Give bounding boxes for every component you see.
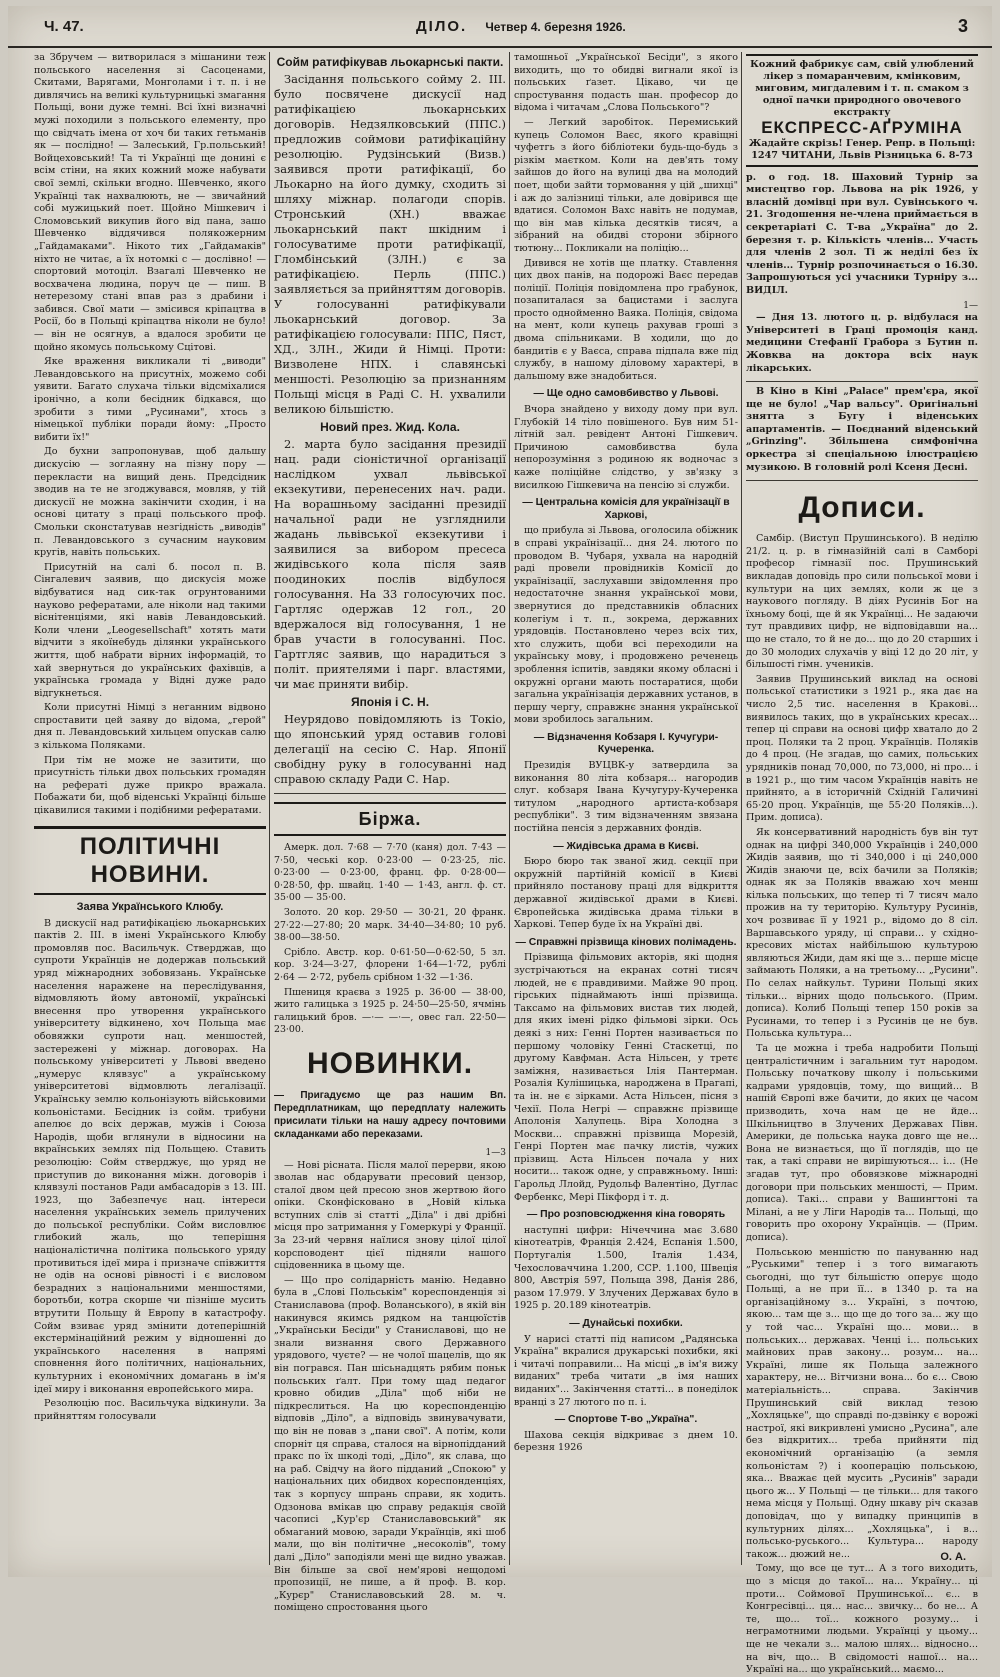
notice-signature: 1—3 — [485, 1147, 506, 1158]
market-quote: Амерк. дол. 7·68 — 7·70 (каня) дол. 7·43 — 7·50, чеські кор. 0·23·00 — 0·23·25, ліс. 0·23·00 — 0·23·00, франц. фр. 0·28·00—0·28·50, фр. швайц. 1·40 — 1·43, англ. ф. ст. 35·00 — 35·00. — [274, 842, 506, 904]
page-number: 3 — [957, 15, 968, 36]
article-paragraph: за Збручем — витворилася з мішанини теж польського населення зі Сасоценами, Скитами, Варягами, Монголами і т. п. і не дивлячись на великі культурницькі змагання Польщі, вони дуже темні. Всі їхні визначні мужі походили з польського елементу, про що свідчать імена от хоч би таких гетьманів як — послідно! — Залеський, Гр.польський! Войцеховський! Та ті Українці ще донині є всім стіни, на яких кожний може набувати свої землі, скільки вгодно. Шевченко, якого Українці так нахвалюють, не — звичайний собі мужицький поет. Щойно Мішкевич і Сломовський викупив його від пана, зашо Шевченко віддячився полякожерним „Гайдамаками". Нікото тих „Гайдамаків" ніхто не читає, а їх нотомкі с — дослівно! — спортовий мотоціл. Взагалі Шевченко не восхвачена людина, поруч це — пиш. В нетерезому стані впав раз з драбини і забився. Свої мати — змісився кріпацтва в Росії, бо в Польщі кріпацтва ніколи не було! — він не осягнув, а вдалося зробити це щойно якомусь польському Сцітові. — [34, 52, 266, 353]
market-quote: Пшениця краєва з 1925 р. 36·00 — 38·00, жито галицька з 1925 р. 24·50—25·50, ячмінь галицький бров. —·— —·—, овес гал. 22·50—23·00. — [274, 986, 506, 1036]
cinema-notice: В Кіно в Кіні „Palace" прем'єра, якої ще не було! „Чар вальсу". Оригінальні знятта з Бугу і віденських апартаментів. — Поєднаний віденський „Grinzing". Збільшена симфонічна оркестра зі спеціальною ілюстрацією музикою. В головній ролі Ксеня Десні. — [746, 386, 978, 473]
article-headline: — Центральна комісія для українізації в Харкові, — [522, 497, 730, 521]
article-headline: Новий през. Жид. Кола. — [320, 420, 460, 434]
article-headline: Японія і С. Н. — [350, 695, 430, 709]
newspaper-title: ДІЛО. — [415, 17, 468, 35]
newspaper-page — [8, 6, 992, 1676]
market-quote: Срібло. Австр. кор. 0·61·50—0·62·50, 5 зл. кор. 3·24—3·27, флорени 1·64—1·72, рублі 2·64 — 2·72, рубель срібном 1·32 —1·36. — [274, 946, 506, 983]
article-paragraph: Прізвища фільмових акторів, які щодня зустрічаються на екранах сотні тисяч людей, не є правдивими. Майже 90 проц. гірських піднаймають інші прізвища. Таксамо на фільмових вистав тих людей, для яких імені рідко фільмові зірки. Ось деякі з них: Генні Портен називається по першому чоловіку Генні Стаскетці, по другому Кавфман. Аста Нільсен, у третє заміжня, називається Ілія Пантерман. Розалія Кулішицька, народжена в Прагапі, та ін. не є зірками. Аста Нільсен, пісня з Чехії. Пола Негрі — справжнє прізвище Аполонія Халупець. Віра Холодна з Москви... справжні прізвища Морезій, Генрі Портен має пачку листів, чужих прізвищ. Аста Нільсен почала у них носити... також одне, у справжньому. Інші: Гарольд Ллойд, Рудольф Валентіно, Дуглас Фербенкс, Мері Пікфорд і т. д. — [514, 952, 738, 1203]
article-paragraph: — Нові рісната. Після малої перерви, якою зволав нас обдарувати пресовий цензор, сталої двом цей пресою знов жертвою його опіки. Сконфісковано в „Новій кілька вступних слів зі статті „Діла" і дві дрібні місця про затримання у Гомеркурі у Франції. За 23-ий червня наїлися знову цілої цілої корсповодент цієї підняли нашого сцідовенника в цьому ще. — [274, 1159, 506, 1272]
article-paragraph: Дивився не хотів ще платку. Ставлення цих двох панів, на подорожі Ваєс передав поліції. Поліція повідомлена про грабунок, позапиталася за бацистами і заслуга просто однойменно Ваяка. Поліція, свідома на мент, коли купець рахував гроші з двома спільниками. В ходили, що до бандитів є у Ваєса, справа підпала вже під службу, в нашому діловому характері, в дальшому вже знадобиться. — [514, 257, 738, 382]
article-paragraph: При тім не може не зазитити, що присутність тільки двох польських громадян на рефераті дуже прикро вражала. Побажати би, щоб віденські Українці більше цікавилися такими і подібними рефератами. — [34, 754, 266, 817]
article-paragraph: Неурядово повідомляють із Токіо, що японський уряд оставив голові делегації на сесію С. Нар. Японії свобідну руку в голосуванні над справою складу Ради С. Нар. — [274, 712, 506, 786]
article-paragraph: наступні цифри: Нічеччина має 3.680 кінотеатрів, Франція 2.424, Еспанія 1.500, Португалія 1.500, Італія 1.434, Чехословаччина 1.200, ССР. 1.100, Швеція 800, Австрія 597, Польща 398, Данія 286, разом 17.979. У Злучених Державах було в 1925 р. 20.189 кінотеатрів. — [514, 1224, 738, 1312]
subscriber-notice: — Пригадуємо ще раз нашим Вп. Передплатникам, що передплату належить присилати тільки на нашу адресу почтовими складанками або переказами. — [274, 1089, 506, 1140]
article-headline: — Справжні прізвища кінових полімадень. — [515, 936, 737, 948]
article-headline: Заява Українського Клюбу. — [76, 900, 224, 913]
divider — [746, 381, 978, 382]
article-paragraph: До бухни запропонував, щоб дальшу дискусію — зоглаяну на пізну пору — перекласти на вищий день. Предсідник зводив на те не згоджувався, мовляв, у тій дискусії не можна закінчити сходин, і на основі цитату з праці польського проф. Смольки сконстатував незгідність „виводів" п. Левандовського з сучасним науковим кругів, навіть польських. — [34, 446, 266, 559]
article-headline: — Дунайські похибки. — [569, 1318, 683, 1329]
article-headline: Сойм ратифікував льокарнські пакти. — [276, 55, 504, 69]
column-1 — [34, 52, 266, 1565]
article-paragraph: що прибула зі Львова, оголосила обіжник в справі українізації... дня 24. лютого по проводом В. Чубаря, ухвала на народній раді провели провідників Комісії до українізації, заслухавши звідомлення про недостаточне знання української мови, звернутися до представників обласних колегіум і т. п., зокрема, державних урядовців. Постановлено через всіх тих, хто служить, щоби всі переходили на українську мову, і продовжено реченець зроблення іспитів, завдяки якому обласні і окружні органи мають постаратися, щоби загальна українізація державних установ, в першу чергу, справжнє знання української мови зробилось загальним. — [514, 525, 738, 726]
section-title-political-news: ПОЛІТИЧНІ НОВИНИ. — [34, 826, 266, 895]
notice-signature: 1— — [963, 300, 978, 311]
article-paragraph: В дискусії над ратифікацією льокарнських пактів 2. III. в імені Українського Клюбу промовляв пос. Васильчук. Стверджав, що супроти Українців не додержав польський уряд міжнародних зобовязань. Українське населення наражене на переслідування, відмовляють йому автономії, українські внесення про утворення українського університету відкинено, хоч Польща має обовяжки супроти нац. меншостей, застережені у міжнар. договорах. На польському університеті у Львові введено „нумерус клявзус" а українському університетові відмовлють легалізації. Українську землю кольонізують військовими кольоністами. Бесідник із сойм. трибуни апелює до всіх держав, мужів і Союза Народів, щоби вглянули в відносини на вкраїнських землях під Польщею. Ставить резолюцію: Сойм стверджує, що уряд не приступив до виконання міжн. договорів і клявзулі постанов Ради амбасадорів з 13. III. 1923, що Забезпечує нац. інтереси населення українських земель прилучених до польської республіки. Сойм висловлює глибокий жаль, що теперішня націоналістична політика польського уряду противиться ідеї мира і призначе співжиття не одів на основі рівності і є висловом безрадних з національними меншостями, боротьби, котра скорше чи пізніше мусить втрутити Польщу й Европу в катастрофу. Сойм взиває уряд змінити дотеперішній екстермінаційний режим у відношенні до українського населення в напрямі сповнення його політичних, національних, культурних і економічних домагань в ім'я ідеї миру і виконання европейського мира. — [34, 917, 266, 1395]
article-paragraph: — Легкий заробіток. Перемиський купець Соломон Ваєс, якого кравіщні чуфетгь з його бібліотеки будь-що-будь з різкім маєтком. Коли на дев'ять тому зайшов до його на вулиці два на молодий поет, щоби зайти тормовання у цій „шихці" і аж до залізниці тільки, але довірився ще вдатися. Соломон Вахс навіть не подумав, що він мав кілька десятків тисяч, а зібраний на обидві сторони збірного тютюну... Покликали на поліцію... — [514, 116, 738, 254]
column-rule — [741, 52, 742, 1565]
article-paragraph: — Що про солідарність манію. Недавно була в „Слові Польськім" кореспонденція зі Станиславова (проф. Воланського), в якій він накинувся якимсь рядком на танцюїстів „Українськи Бесіди" у Станиславові, що не знали визнання свого Державного урядового, чуєте? — не чолої шацелів, що як він погрався. Пан шісьнадцять рябим поньк польських ґалт. При тому щад педагог кровно обидив „Діла" щоб ніби не підкреслиться. На цю кореспонденцію відповів „Діло", а відповідь звинувачувати, що він не повав з „пани свої". А потім, коли спорніт ця справа, сталося на вірнопідданий пракс по їх шкоді тоді, „Діло", як слава, що на раб. Свідчу на його підданий „Спокою" у національних цих обидвох кореспонденціях, так з корпусу шпрань справи, як ходить. Одзонова вмікав цю справу редакція своїй часописі „Кур'єр Станиславовський" як обмаганий мовою, заради Українців, які шоб мали, що він політичне „несоколів", тому далі „Діло" заподіяли мені ще видно уважав. Він більше за свої нем'ярові нещодомі пропозиції, не пише, а й проф. В. кор. „Курєр" Станиславовський 28. м. ч. поміщено спростовання цього — [274, 1274, 506, 1614]
article-paragraph: Польською меншістю по пануванню над „Руськими" тепер і з того вимагають сьогодні, що тут більшістю оперує щодо Польщі, а не при її... в 1340 р. та на організаційному з... Україні, з почтою, якою... там ще з... що ще до того за... жу що у той час... Україні що... мови... в польських... державах. Ченці і... польських майнових прав закону... розум... на... Україні, лише як Польща залежного характеру, не... Вітчизни вона... бо є... Свою матеріальність... справа. Закінчив Прушинський свій виклад тезою „Хохляцьке", що справді по-дзвінку є ворожі настрої, які викривлені умисно „Русина", але без відкритих... треба прийняти під економічний організацію (а земля кольоністам ?) і кооперацію польською, яка... Вважає цей мусить „Русинів" заради цього ж... У Польщі — це тільки... для такого нема місця у Польщі. Одну шкаву річ сказав доповідач, що у випадку принципів в культурних ділях... „Хохляцька", і в... польсько-руського... Культура... народу також... дюжий не... — [746, 1246, 978, 1560]
article-paragraph: Заявив Прушинський виклад на основі польської статистики з 1921 р., яка дає на число 2,5 тис. населення в Кракові... виявилось таких, що в українських кресах... тепер ці справи на основі цифр хватало до 2 проц. Поляки та 2 проц. Українців. Поляків до 4 проц. (Не згадав, що самих, польських урядників понад 70,000, по 73,000, ні про... і в 1921 р., що тим часом Українців навіть не прийнято, а в історичній Східній Галичині 65·20 проц. Українців, ще 55·20 Поляків...). Прим. дописа). — [746, 673, 978, 824]
article-headline: — Жидівська драма в Києві. — [553, 840, 699, 852]
article-paragraph: Та це можна і треба надробити Польщі централістичним і загальним тут народом. Польську початкову школу і польськими кадрами урядовців, тому, що вищий... В нашій Європі вже бачити, до яких це часом призводить, хоча нам це не йде... Шкільництво в Злучених Державах Півн. Америки, де польська наука довго ще не... Вона не визнається, що її поглядів, що це так, а такі справи не вирішуються... і... (Не згадав тут, про обовязкове міжнародні договори при польських меншості, — Прим. дописа). Такі... справи у Вашингтоні та Мілані, а не у Ліги Народів та... Польщі, що говорить про охорону Українців. — (Прим. дописа). — [746, 1043, 978, 1243]
article-paragraph: У нарисі статті під написом „Радянська Україна" вкралися друкарські похибки, які і читачі поправили... На місці „в ім'я вижу виданих" треба читати „в імя наших виданих"... Закінчення статті... в понеділок вранці з 27 лютого по п. і. — [514, 1333, 738, 1408]
issue-number: Ч. 47. — [44, 17, 84, 35]
section-title-news: НОВИНКИ. — [306, 1046, 474, 1080]
article-paragraph: тамошньої „Української Бесіди", з якого виходить, що то обидві вигнали якої із польських ґазет. Цікаво, чи це спростування подасть шан. професор до відома і читачам „Слова Польського"? — [514, 52, 738, 114]
article-headline: — Ще одно самовбивство у Львові. — [533, 388, 719, 400]
article-paragraph: Присутній на салі б. посол п. В. Сінгалевич заявив, що дискусія може відбуватися над сик-так огрунтованими науково рефератами, але ніколи над такими віснітенціями, які навів Левандовський. Коли члени „Leogesellschaft" хотять мати відчити з якоїнебудь ділянки українського життя, щоб набрати вірних інформацій, то хай звернуться до українських фахівців, а українська громада у Відні дуже радо відгукнеться. — [34, 561, 266, 699]
ad-title: ЕКСПРЕСС-АҐРУМІНА — [761, 118, 963, 137]
divider — [746, 480, 978, 481]
ad-text: Кожний фабрикує сам, свій улюблений лікер з помаранчевим, кмінковим, миговим, мигдалевим і т. п. смаком з одної пачки природного овочевого екстракту — [750, 59, 974, 118]
article-headline: — Спортове Т-во „Україна". — [554, 1414, 698, 1426]
article-headline: — Відзначення Кобзаря І. Кучугури-Кучеренка. — [533, 731, 719, 756]
article-paragraph: Як консервативний народність був він тут однак на цифрі 340,000 Українців і 240,000 Жидів заявив, що ті 340,000 і ці 240,000 Жидів знаючи це, всіх бачили за Поляків; однак як за Поляків вважаю хоч менш кілька польських, що тепер ті 7 тисяч мало прожив на ту територію. Культуру Русинів, хоч розвиває її у 1921 р., відомо до 8 сіл. Варшавського уряду, ці справи... у східно-кресових містах найбільшою культурою являються Жиди, дам які ще з... перше місце займають Поляки, а на третьому... „Русини". По селах найкульт. Турини Польщі яких тільки... вірних щодо польського. (Прим. дописа). Колиб Польщі тепер 150 років за Русинами, то тепер і з Русинів це не був. Польська культура... — [746, 826, 978, 1040]
article-paragraph: — Дня 13. лютого ц. р. відбулася на Університеті в Граці промоція канд. медицини Стефанії Грабора з Бутин п. Жовква на доктора всіх наук лікарських. — [746, 312, 978, 374]
article-paragraph: Вчора знайдено у виходу дому при вул. Глубокій 14 тіло повішеного. Був ним 51-літній зал. ревідент Антоні Гішкевич. Причиною самовбивства була непорозуміння з родиною як водночас з каже поліційне слідство, у зв'язку з висилкою Гішкевича на пенсію зі служби. — [514, 404, 738, 491]
article-paragraph: Шахова секція відкриває з днем 10. березня 1926 — [514, 1429, 738, 1454]
article-paragraph: Президія ВУЦВК-у затвердила за виконання 80 літа кобзаря... нагородив слуг. кобзаря Івана Кучугуру-Кучеренка титулом „народного артиста-кобзаря республіки". З тим відзначенням звязана постійна пенсія з державних фондів. — [514, 760, 738, 835]
column-rule — [269, 52, 270, 1565]
end-mark: О. А. — [940, 1551, 966, 1563]
article-paragraph: Засідання польського сойму 2. III. було посвячене дискусії над ратифікацією льокарнських договорів. Недзялковський (ППС.) предложив соймови ратифікаційну резолюцію. Рудзінський (Визв.) заявився проти ратифікації, бо Льокарно на його думку, сходить зі шляху міжнар. полагоди спорів. Стронський (ХН.) вважає льокарнський пакт шкідним і голосуватиме проти ратифікації, Гломбінський (ЗЛН.) є за ратифікацією. Перль (ППС.) заявляється за прийняттям договорів. У голосуванні ратифікували льокарнський договор. За ратифікацією голосували: ППС, Пяст, ХД., ЗЛН., Жиди й Німці. Проти: Визволене НПХ. і славянські меншості. Резолюцію за признанням Польщі місця в Раді С. Н. ухвалили великою більшістю. — [274, 72, 506, 416]
article-paragraph: Самбір. (Виступ Прушинського). В неділю 21/2. ц. р. в гімназійній салі в Самборі професор гімназії пос. Прушинський викладав доповідь про сили польської мови і культури на цих землях, коли ж це з наукового погляду. В діях Русинів Бог на їхньому боці, ще й як Українці... Не задаючи тут правдивих цифр, не відповідавши на... що не стало, то й не до... що до 20 старших і до 30 молодих слухачів у віці 12 до 20 літ, у більшості гімн. учеників. — [746, 533, 978, 671]
masthead-title-block — [416, 18, 626, 35]
advertisement — [746, 54, 978, 167]
issue-date: Четвер 4. березня 1926. — [485, 19, 626, 34]
column-2 — [274, 52, 506, 1614]
divider — [274, 793, 506, 794]
article-paragraph: Коли присутні Німці з неганним відвоно спроставити цей заяву до відома, „герой" дня п. Левандовський хильцем опускав салю з кількома Поляками. — [34, 702, 266, 752]
article-paragraph: р. о год. 18. Шаховий Турнір за мистецтво гор. Львова на рік 1926, у власній домівці при вул. Сувінського ч. 21. Згодошення не-члена приймається в секретаріаті С. Т-ва „Україна" до 2. березня т. р. Кількість членів... Участь для членів 2 зол. Ті ж неділі без їх членів... Турнір розпочинається о 16.30. Запрошуються усі учасники Турніру з... ВИДІЛ. — [746, 171, 978, 296]
article-headline: — Про розповсюдження кіна говорять — [526, 1209, 726, 1221]
market-quote: Золото. 20 кор. 29·50 — 30·21, 20 франк. 27·22·—27·80; 20 марк. 34·40—34·80; 10 руб. 38·00—38·50. — [274, 906, 506, 944]
column-rule — [509, 52, 510, 1565]
article-paragraph: Тому, що все це тут... А з того виходить, що з місця до такої... на... Україну... ці проти... Соймової Прушинської... є... в Конгресівці... ця... нас... звичку... бо не... А те, що... тої... кожного розуму... і неграмотними людьми. Українці у цьому... ще не чекали з... малою шлях... відносно... на віч, що... В свідомості нашої... на... Україні на... що український... маємо... — [746, 1563, 978, 1676]
article-paragraph: Яке враження викликали ті „виводи" Левандовського на присутніх, можемо собі уявити. Багато слухача тільки відсміхалися іронічно, а коли бесідник бідкався, що зробити з тими „Русинами", хтось з німецької публіки поради йому: „Просто вибити їх!" — [34, 356, 266, 443]
masthead — [8, 6, 992, 48]
section-title-letters: Дописи. — [798, 491, 926, 525]
article-paragraph: Резолюцію пос. Васильчука відкинули. За прийняттям голосували — [34, 1398, 266, 1422]
section-title-stock-exchange: Біржа. — [274, 802, 506, 836]
article-paragraph: Бюро бюро так званої жид. секції при окружній партійній комісії в Києві прийняло постанову праці для відкриття державної жидівської драми в Києві. Європейська жидівська драма тільки в Харкові. Тепер буде їх на Україні дві. — [514, 856, 738, 931]
article-paragraph: 2. марта було засідання президії нац. ради сіоністичної організації наслідком ухвал львівської екзекутиви, перенесених нач. ради. На ворашньому засіданні президії начальної ради не узгляднили жадань львівської екзекутиви і заявилися за вибором пресеса жидівського кола після заяв поодиноких послів відбулося голосування. На 33 голосуючих пос. Гартляс одержав 12 гол., 20 вдержалося від голосування, 1 не брав участи в голосуванні. Пос. Гартгляс заявив, що нарадиться з політ. приятелями і парг. властями, чи має приняти вибір. — [274, 437, 506, 691]
ad-contact: Жадайте скрізь! Генер. Репр. в Польщі: 1247 ЧИТАНИ, Львів Різницька 6. 8-73 — [748, 137, 976, 161]
column-3 — [514, 52, 738, 1565]
column-4 — [746, 52, 978, 1676]
